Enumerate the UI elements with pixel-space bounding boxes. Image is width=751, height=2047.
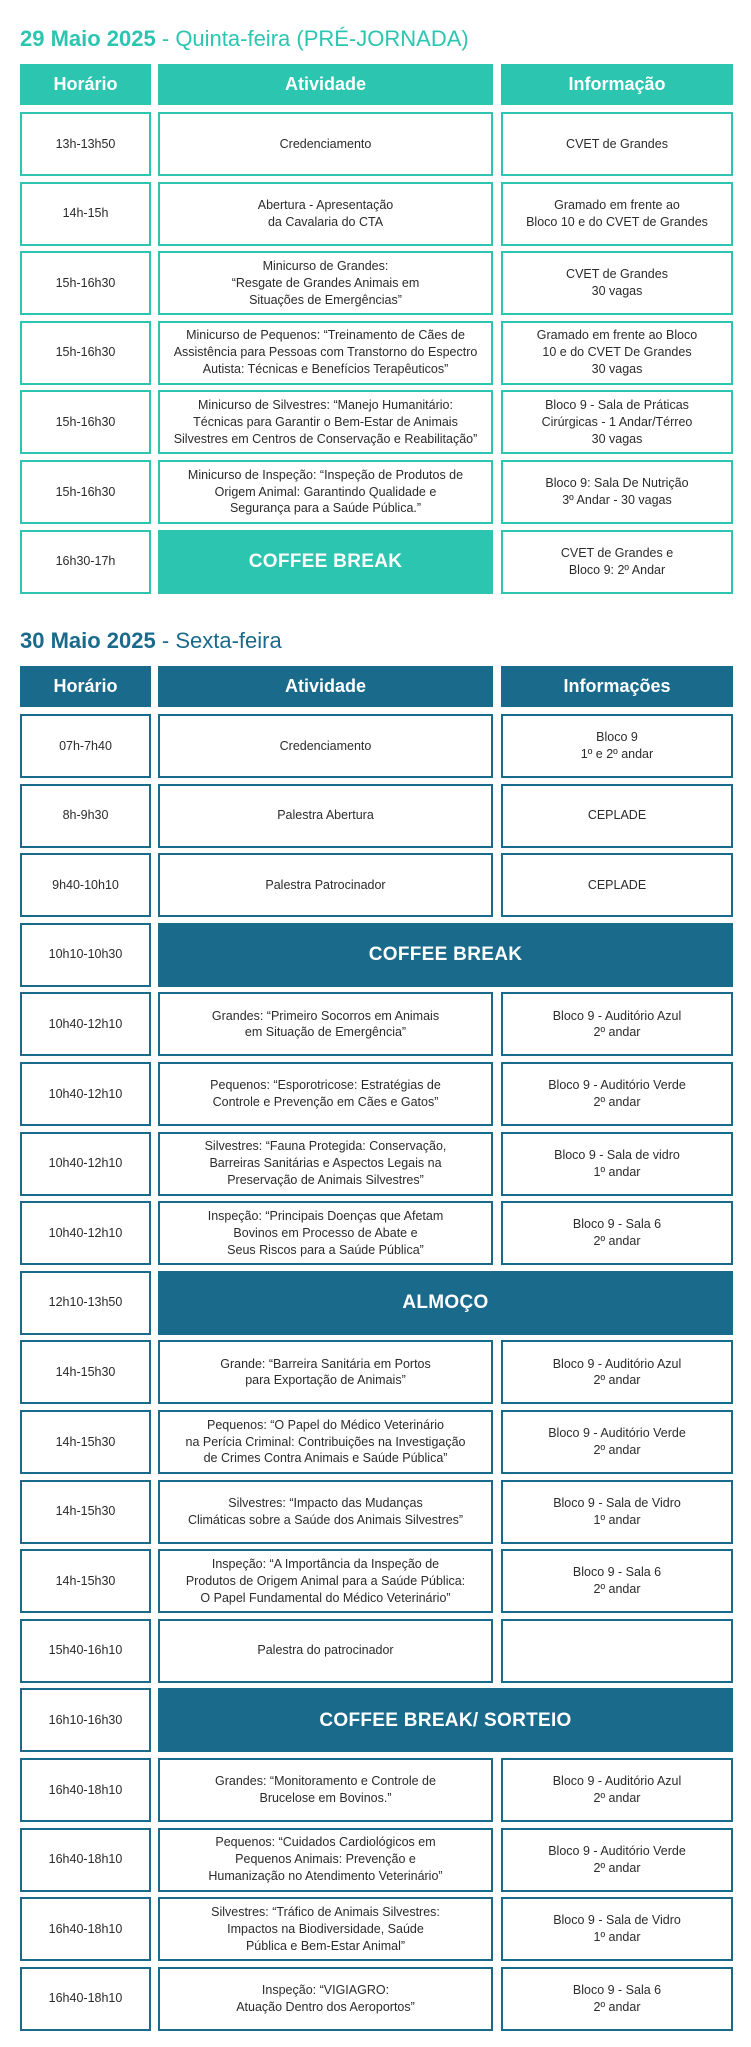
activity-cell: Minicurso de Grandes: “Resgate de Grandes Animais em Situações de Emergências”	[158, 251, 493, 315]
time-cell: 16h40-18h10	[20, 1828, 151, 1892]
activity-cell: Credenciamento	[158, 714, 493, 778]
day2-weekday: - Sexta-feira	[161, 628, 282, 653]
time-cell: 14h-15h30	[20, 1410, 151, 1474]
info-cell: Bloco 9 - Sala 6 2º andar	[501, 1549, 733, 1613]
activity-cell: Palestra Abertura	[158, 784, 493, 848]
time-cell: 15h-16h30	[20, 251, 151, 315]
header-activity: Atividade	[158, 666, 493, 707]
activity-cell: Pequenos: “Cuidados Cardiológicos em Pequenos Animais: Prevenção e Humanização no Atendimento Veterinário”	[158, 1828, 493, 1892]
schedule-row	[20, 460, 733, 524]
time-cell: 16h40-18h10	[20, 1758, 151, 1822]
schedule-row	[20, 1619, 733, 1683]
activity-cell: Grandes: “Primeiro Socorros em Animais em Situação de Emergência”	[158, 992, 493, 1056]
day1-date: 29 Maio 2025	[20, 26, 156, 51]
activity-cell: Minicurso de Inspeção: “Inspeção de Produtos de Origem Animal: Garantindo Qualidade e Segurança para a Saúde Pública.”	[158, 460, 493, 524]
activity-cell: Pequenos: “O Papel do Médico Veterinário na Perícia Criminal: Contribuições na Investigação de Crimes Contra Animais e Saúde Pública”	[158, 1410, 493, 1474]
schedule-row	[20, 1967, 733, 2031]
schedule-row	[20, 1549, 733, 1613]
schedule-row	[20, 1828, 733, 1892]
time-cell: 16h30-17h	[20, 530, 151, 594]
info-cell: Bloco 9 - Sala de Vidro 1º andar	[501, 1897, 733, 1961]
time-cell: 9h40-10h10	[20, 853, 151, 917]
schedule-row	[20, 390, 733, 454]
time-cell: 10h40-12h10	[20, 992, 151, 1056]
info-cell: Gramado em frente ao Bloco 10 e do CVET De Grandes 30 vagas	[501, 321, 733, 385]
activity-cell: Inspeção: “A Importância da Inspeção de Produtos de Origem Animal para a Saúde Pública: O Papel Fundamental do Médico Veterinário”	[158, 1549, 493, 1613]
activity-cell: Pequenos: “Esporotricose: Estratégias de Controle e Prevenção em Cães e Gatos”	[158, 1062, 493, 1126]
activity-cell: Inspeção: “VIGIAGRO: Atuação Dentro dos Aeroportos”	[158, 1967, 493, 2031]
info-cell: CVET de Grandes 30 vagas	[501, 251, 733, 315]
break-banner: COFFEE BREAK	[158, 530, 493, 594]
info-cell: Bloco 9 - Sala de Práticas Cirúrgicas - 1 Andar/Térreo 30 vagas	[501, 390, 733, 454]
break-banner: COFFEE BREAK	[158, 923, 733, 987]
info-cell: CVET de Grandes	[501, 112, 733, 176]
info-cell: Bloco 9 - Sala 6 2º andar	[501, 1201, 733, 1265]
activity-cell: Minicurso de Silvestres: “Manejo Humanitário: Técnicas para Garantir o Bem-Estar de Animais Silvestres em Centros de Conservação e Reabilitação”	[158, 390, 493, 454]
time-cell: 16h40-18h10	[20, 1897, 151, 1961]
activity-cell: Minicurso de Pequenos: “Treinamento de Cães de Assistência para Pessoas com Transtorno do Espectro Autista: Técnicas e Benefícios Terapêuticos”	[158, 321, 493, 385]
schedule-row	[20, 1132, 733, 1196]
info-cell: Bloco 9 - Auditório Verde 2º andar	[501, 1062, 733, 1126]
info-cell: Gramado em frente ao Bloco 10 e do CVET de Grandes	[501, 182, 733, 246]
header-time: Horário	[20, 64, 151, 105]
time-cell: 15h40-16h10	[20, 1619, 151, 1683]
schedule-row	[20, 1201, 733, 1265]
schedule-row	[20, 321, 733, 385]
header-time: Horário	[20, 666, 151, 707]
header-info: Informação	[501, 64, 733, 105]
time-cell: 10h10-10h30	[20, 923, 151, 987]
time-cell: 07h-7h40	[20, 714, 151, 778]
time-cell: 13h-13h50	[20, 112, 151, 176]
time-cell: 14h-15h	[20, 182, 151, 246]
info-cell: Bloco 9 - Auditório Azul 2º andar	[501, 992, 733, 1056]
activity-cell: Grandes: “Monitoramento e Controle de Brucelose em Bovinos.”	[158, 1758, 493, 1822]
activity-cell: Silvestres: “Tráfico de Animais Silvestres: Impactos na Biodiversidade, Saúde Pública e Bem-Estar Animal”	[158, 1897, 493, 1961]
activity-cell: Silvestres: “Fauna Protegida: Conservação, Barreiras Sanitárias e Aspectos Legais na Preservação de Animais Silvestres”	[158, 1132, 493, 1196]
schedule-row	[20, 923, 733, 987]
activity-cell: Credenciamento	[158, 112, 493, 176]
info-cell: CEPLADE	[501, 853, 733, 917]
info-cell: CVET de Grandes e Bloco 9: 2º Andar	[501, 530, 733, 594]
time-cell: 14h-15h30	[20, 1480, 151, 1544]
schedule-row	[20, 1688, 733, 1752]
info-cell: Bloco 9 - Sala 6 2º andar	[501, 1967, 733, 2031]
day2-title	[20, 628, 282, 654]
header-info: Informações	[501, 666, 733, 707]
info-cell: Bloco 9: Sala De Nutrição 3º Andar - 30 vagas	[501, 460, 733, 524]
schedule-row	[20, 182, 733, 246]
info-cell: Bloco 9 - Auditório Azul 2º andar	[501, 1340, 733, 1404]
info-cell: Bloco 9 - Auditório Verde 2º andar	[501, 1828, 733, 1892]
schedule-row	[20, 1062, 733, 1126]
day1-title	[20, 26, 469, 52]
time-cell: 12h10-13h50	[20, 1271, 151, 1335]
schedule-row	[20, 530, 733, 594]
schedule-row	[20, 1758, 733, 1822]
time-cell: 14h-15h30	[20, 1340, 151, 1404]
time-cell: 15h-16h30	[20, 390, 151, 454]
info-cell: Bloco 9 - Auditório Verde 2º andar	[501, 1410, 733, 1474]
schedule-row	[20, 251, 733, 315]
break-banner: ALMOÇO	[158, 1271, 733, 1335]
time-cell: 10h40-12h10	[20, 1132, 151, 1196]
time-cell: 16h40-18h10	[20, 1967, 151, 2031]
time-cell: 14h-15h30	[20, 1549, 151, 1613]
time-cell: 16h10-16h30	[20, 1688, 151, 1752]
time-cell: 15h-16h30	[20, 460, 151, 524]
activity-cell: Silvestres: “Impacto das Mudanças Climáticas sobre a Saúde dos Animais Silvestres”	[158, 1480, 493, 1544]
time-cell: 10h40-12h10	[20, 1062, 151, 1126]
schedule-row	[20, 784, 733, 848]
time-cell: 10h40-12h10	[20, 1201, 151, 1265]
header-activity: Atividade	[158, 64, 493, 105]
info-cell: Bloco 9 - Sala de vidro 1º andar	[501, 1132, 733, 1196]
schedule-row	[20, 1480, 733, 1544]
day2-date: 30 Maio 2025	[20, 628, 156, 653]
schedule-row	[20, 1340, 733, 1404]
schedule-row	[20, 853, 733, 917]
info-cell: CEPLADE	[501, 784, 733, 848]
schedule-row	[20, 112, 733, 176]
info-cell	[501, 1619, 733, 1683]
schedule-row	[20, 1897, 733, 1961]
schedule-row	[20, 1271, 733, 1335]
info-cell: Bloco 9 - Auditório Azul 2º andar	[501, 1758, 733, 1822]
activity-cell: Palestra Patrocinador	[158, 853, 493, 917]
day1-weekday: - Quinta-feira (PRÉ-JORNADA)	[161, 26, 469, 51]
time-cell: 8h-9h30	[20, 784, 151, 848]
schedule-row	[20, 1410, 733, 1474]
schedule-row	[20, 714, 733, 778]
info-cell: Bloco 9 - Sala de Vidro 1º andar	[501, 1480, 733, 1544]
schedule-row	[20, 992, 733, 1056]
info-cell: Bloco 9 1º e 2º andar	[501, 714, 733, 778]
activity-cell: Palestra do patrocinador	[158, 1619, 493, 1683]
break-banner: COFFEE BREAK/ SORTEIO	[158, 1688, 733, 1752]
activity-cell: Inspeção: “Principais Doenças que Afetam Bovinos em Processo de Abate e Seus Riscos para a Saúde Pública”	[158, 1201, 493, 1265]
activity-cell: Grande: “Barreira Sanitária em Portos para Exportação de Animais”	[158, 1340, 493, 1404]
activity-cell: Abertura - Apresentação da Cavalaria do CTA	[158, 182, 493, 246]
time-cell: 15h-16h30	[20, 321, 151, 385]
